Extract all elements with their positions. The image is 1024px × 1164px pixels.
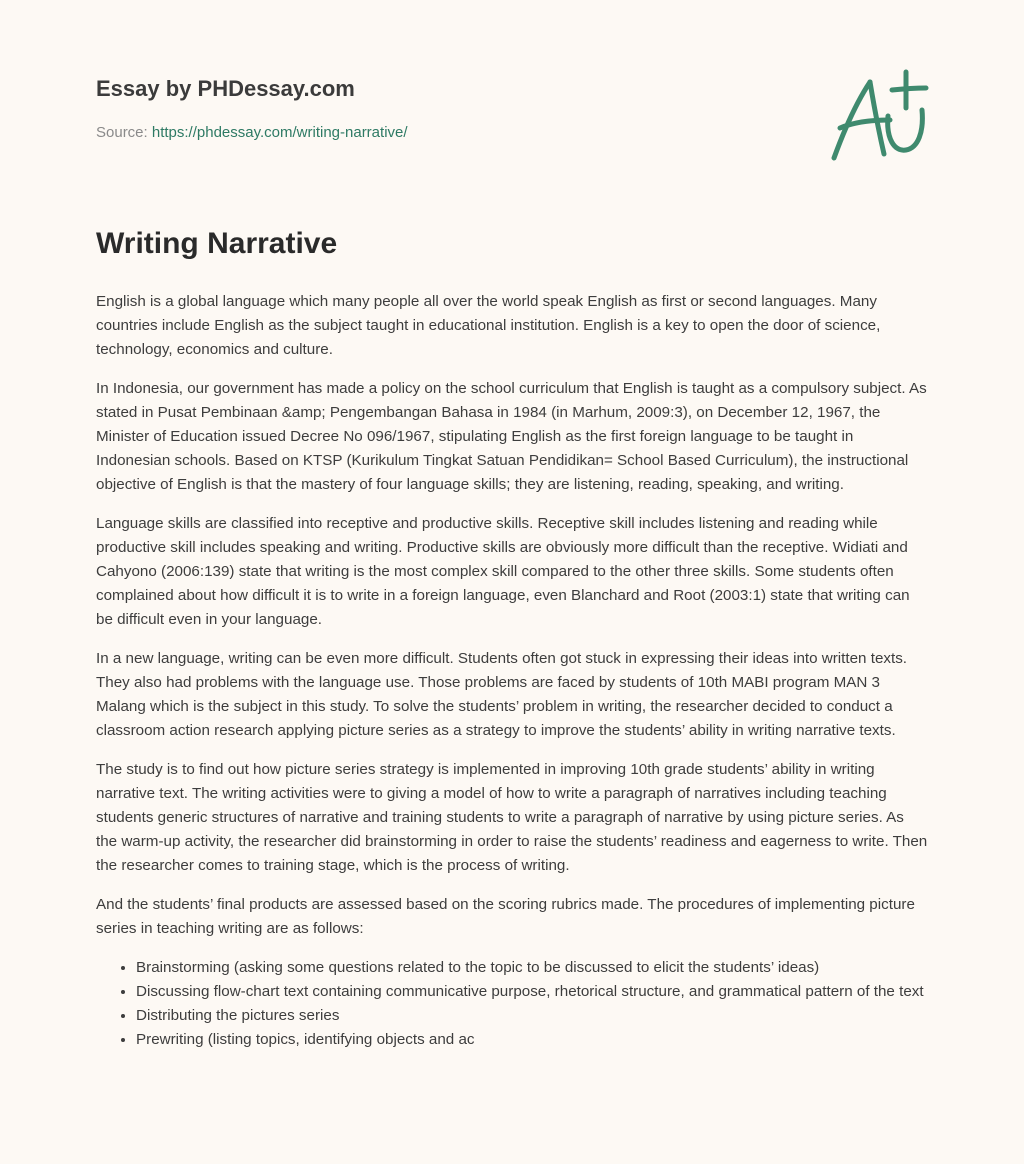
article-body: [96, 290, 928, 1052]
source-link[interactable]: https://phdessay.com/writing-narrative/: [151, 124, 408, 141]
list-item: • Prewriting (listing topics, identifying objects and ac: [136, 1028, 928, 1052]
site-brand: Essay by PHDessay.com: [96, 76, 355, 101]
page-title: Writing Narrative: [96, 227, 338, 260]
paragraph: In a new language, writing can be even more difficult. Students often got stuck in expressing their ideas into written texts. They also had problems with the language use. Those problems are faced by students of 10th MABI program MAN 3 Malang which is the subject in this study. To solve the students’ problem in writing, the researcher decided to conduct a classroom action research applying picture series as a strategy to improve the students’ ability in writing narrative texts.: [96, 650, 908, 739]
paragraph: Language skills are classified into receptive and productive skills. Receptive skill includes listening and reading while productive skill includes speaking and writing. Productive skills are obviously more difficult than the receptive. Widiati and Cahyono (2006:139) state that writing is the most complex skill compared to the other three skills. Some students often complained about how difficult it is to write in a foreign language, even Blanchard and Root (2003:1) state that writing can be difficult even in your language.: [96, 515, 910, 628]
paragraph: The study is to find out how picture series strategy is implemented in improving 10th grade students’ ability in writing narrative text. The writing activities were to giving a model of how to write a paragraph of narratives including teaching students generic structures of narrative and training students to write a paragraph of narrative by using picture series. As the warm-up activity, the researcher did brainstorming in order to raise the students’ readiness and eagerness to write. Then the researcher comes to training stage, which is the process of writing.: [96, 761, 928, 874]
procedure-list: [96, 956, 928, 1052]
source-label: Source:: [96, 124, 148, 141]
page-header: [96, 0, 928, 190]
paragraph: English is a global language which many people all over the world speak English as first or second languages. Many countries include English as the subject taught in educational institution. English is a key to open the door of science, technology, economics and culture.: [96, 293, 881, 358]
list-item: • Distributing the pictures series: [136, 1004, 928, 1028]
paragraph: And the students’ final products are assessed based on the scoring rubrics made. The procedures of implementing picture series in teaching writing are as follows:: [96, 896, 915, 937]
paragraph: In Indonesia, our government has made a policy on the school curriculum that English is taught as a compulsory subject. As stated in Pusat Pembinaan &amp; Pengembangan Bahasa in 1984 (in Marhum, 2009:3), on December 12, 1967, the Minister of Education issued Decree No 096/1967, stipulating English as the first foreign language to be taught in Indonesian schools. Based on KTSP (Kurikulum Tingkat Satuan Pendidikan= School Based Curriculum), the instructional objective of English is that the mastery of four language skills; they are listening, reading, speaking, and writing.: [96, 380, 927, 493]
list-item: • Discussing flow-chart text containing communicative purpose, rhetorical structure, and grammatical pattern of the text: [136, 980, 928, 1004]
a-plus-logo-icon: [826, 66, 930, 166]
source-line: [96, 124, 408, 141]
list-item: • Brainstorming (asking some questions related to the topic to be discussed to elicit the students’ ideas): [136, 956, 928, 980]
